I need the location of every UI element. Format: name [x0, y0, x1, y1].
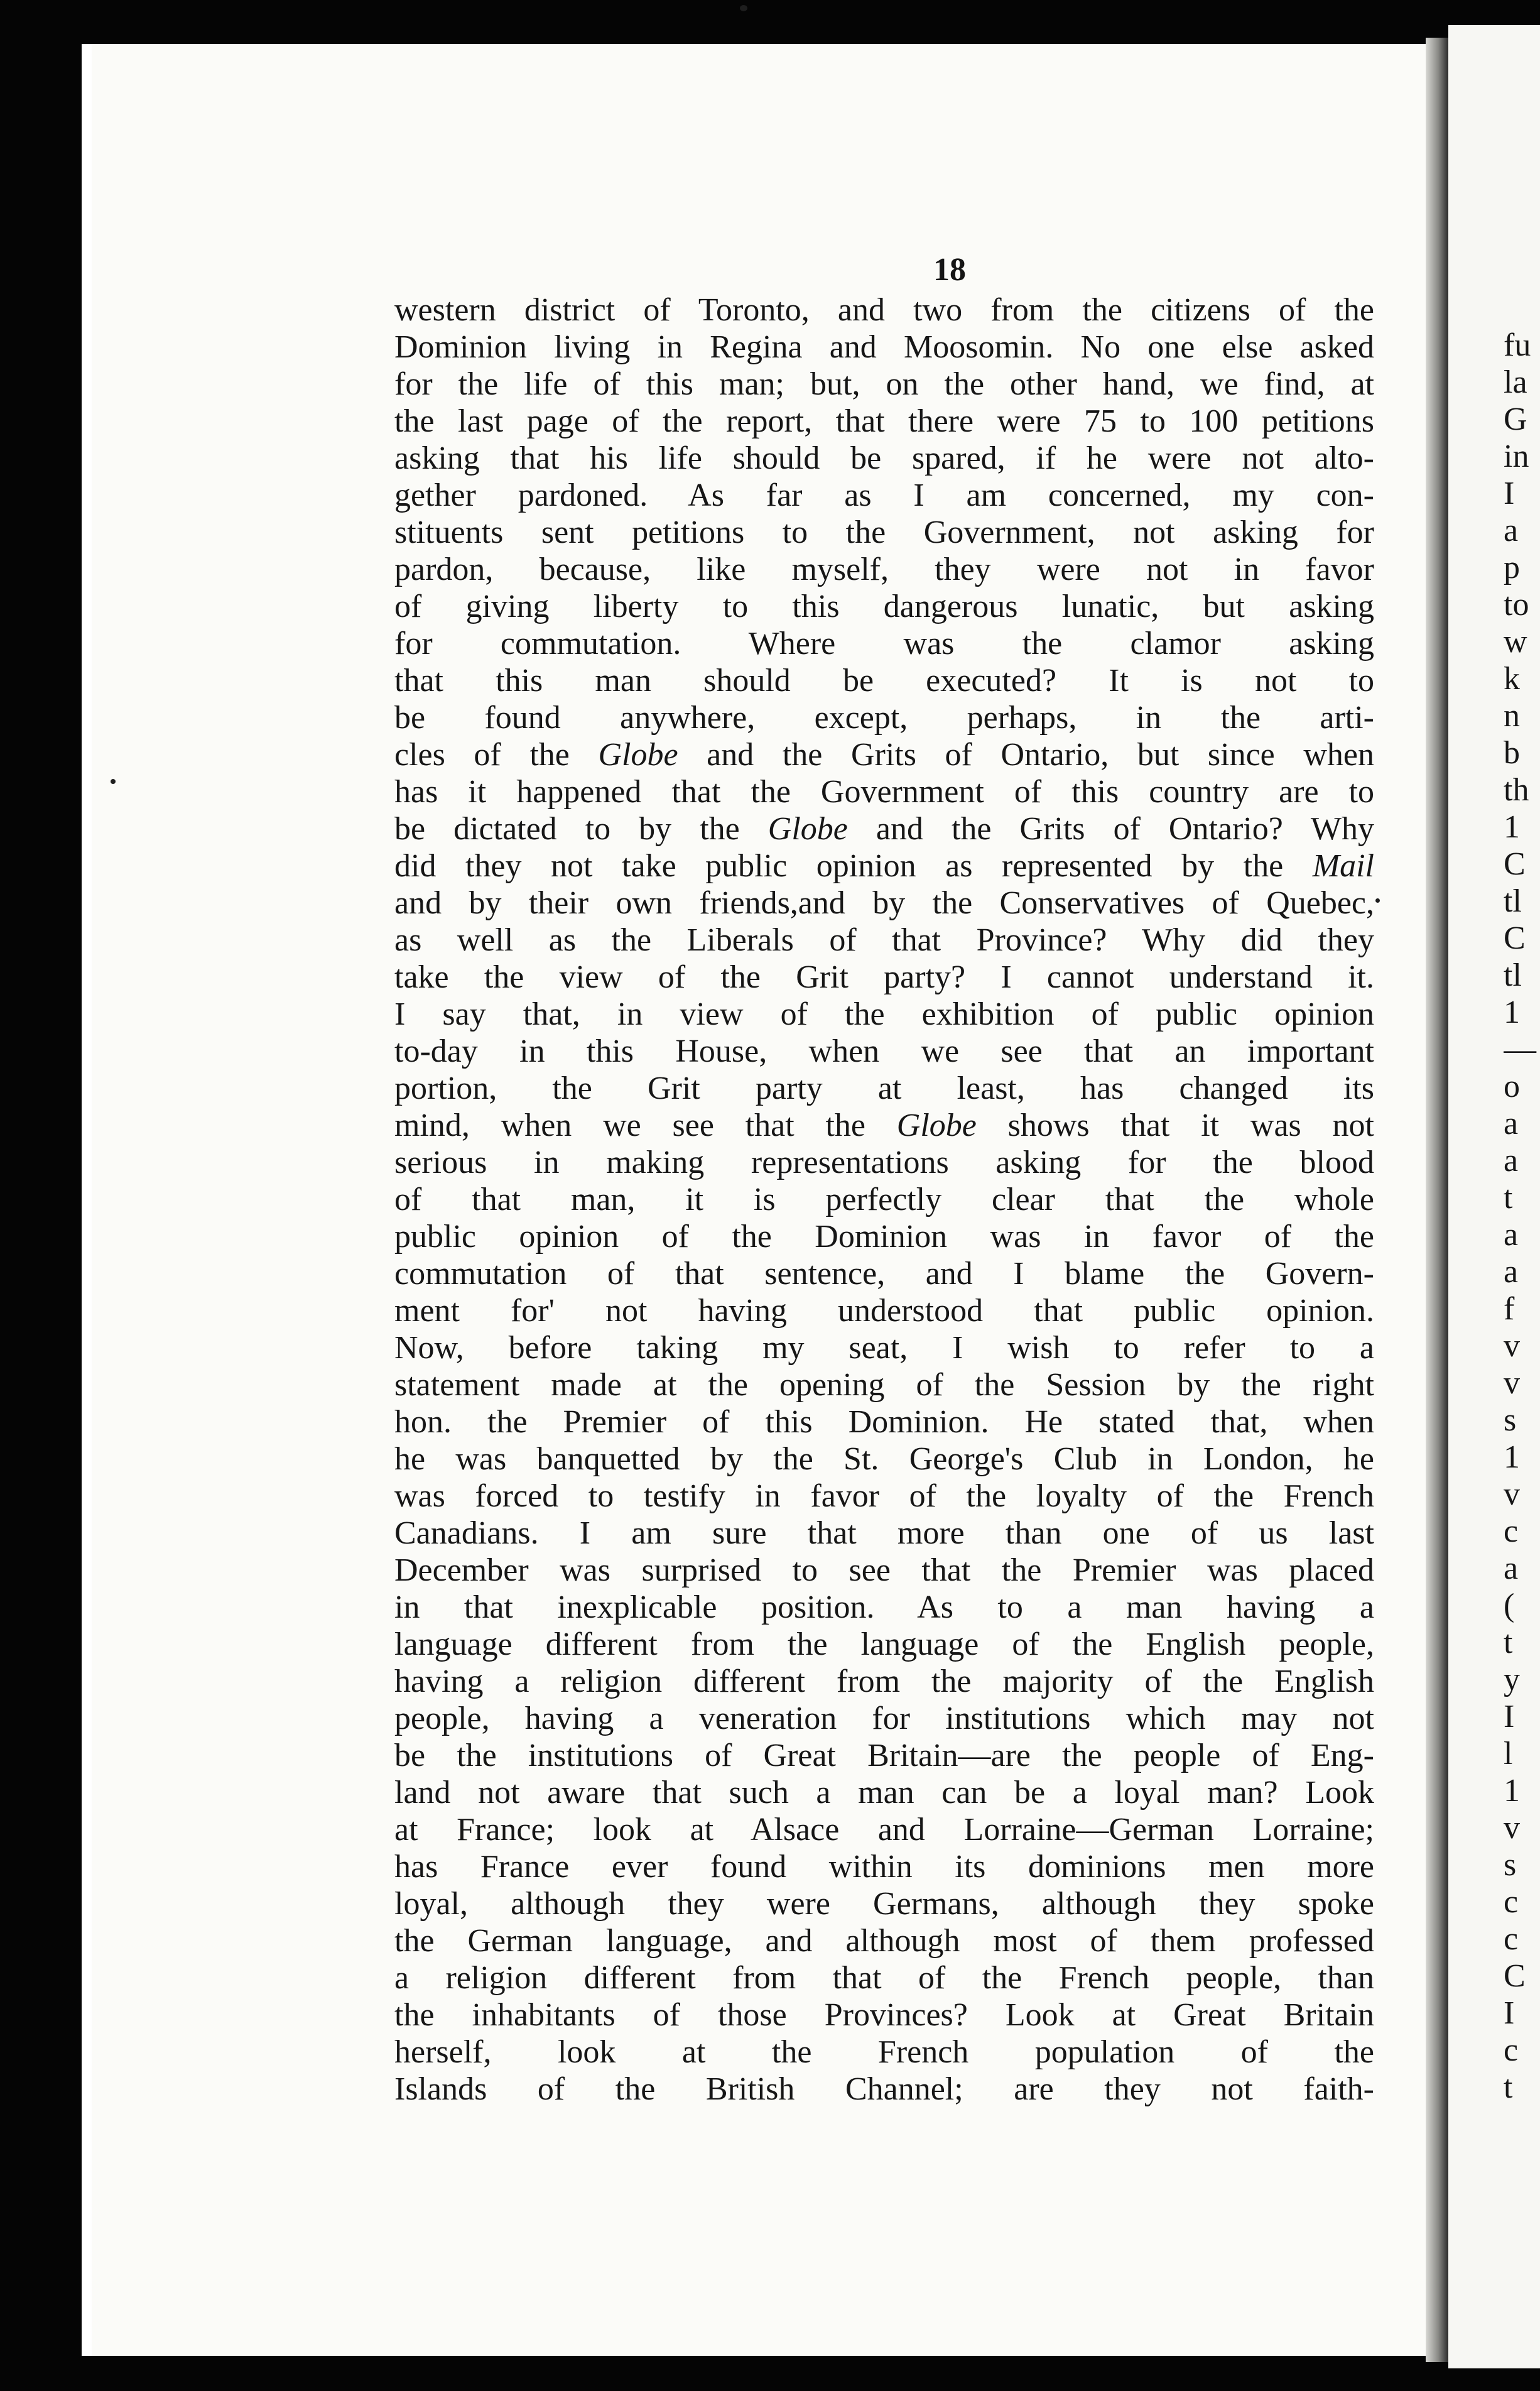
text-line: Canadians. I am sure that more than one of us last: [394, 1515, 1374, 1551]
adjacent-page-fragment: a: [1504, 513, 1519, 548]
text-line: has France ever found within its dominions men more: [394, 1849, 1374, 1885]
text-line: portion, the Grit party at least, has changed its: [394, 1070, 1374, 1106]
adjacent-page-fragment: a: [1504, 1254, 1519, 1290]
text-line: hon. the Premier of this Dominion. He stated that, when: [394, 1404, 1374, 1440]
text-line: the last page of the report, that there were 75 to 100 petitions: [394, 403, 1374, 439]
text-line: be found anywhere, except, perhaps, in the arti-: [394, 700, 1374, 736]
page-number: 18: [933, 252, 966, 288]
adjacent-page-fragment: n: [1504, 698, 1520, 734]
adjacent-page-fragment: v: [1504, 1365, 1520, 1401]
adjacent-page-fragment: fu: [1504, 327, 1531, 363]
text-line: commutation of that sentence, and I blame the Govern-: [394, 1256, 1374, 1292]
text-line: serious in making representations asking for the blood: [394, 1145, 1374, 1180]
text-line: having a religion different from the majority of the English: [394, 1664, 1374, 1699]
text-line: statement made at the opening of the Session by the right: [394, 1367, 1374, 1403]
text-line: loyal, although they were Germans, although they spoke: [394, 1886, 1374, 1922]
adjacent-page-fragment: c: [1504, 2032, 1519, 2068]
adjacent-page-fragment: —: [1504, 1032, 1536, 1067]
text-line: has it happened that the Government of this country are to: [394, 774, 1374, 810]
adjacent-page-fragment: k: [1504, 661, 1520, 697]
text-line: language different from the language of the English people,: [394, 1626, 1374, 1662]
scan-speck: [111, 779, 116, 784]
adjacent-page-fragment: th: [1504, 772, 1529, 808]
text-line: as well as the Liberals of that Province? Why did they: [394, 922, 1374, 958]
text-line: and by their own friends,and by the Conservatives of Quebec,: [394, 885, 1374, 921]
adjacent-page-fragment: la: [1504, 364, 1527, 400]
text-line: take the view of the Grit party? I cannot understand it.: [394, 959, 1374, 995]
adjacent-page-fragment: a: [1504, 1550, 1519, 1586]
adjacent-page-fragment: s: [1504, 1402, 1517, 1438]
adjacent-page-text-fragments: [1504, 327, 1540, 2106]
text-line: did they not take public opinion as represented by the Mail: [394, 848, 1374, 884]
adjacent-page-fragment: o: [1504, 1069, 1520, 1104]
text-line: of giving liberty to this dangerous lunatic, but asking: [394, 589, 1374, 624]
adjacent-page-fragment: c: [1504, 1921, 1519, 1957]
text-line: at France; look at Alsace and Lorraine—German Lorraine;: [394, 1812, 1374, 1848]
adjacent-page-fragment: I: [1504, 1995, 1515, 2031]
text-line: the inhabitants of those Provinces? Look at Great Britain: [394, 1997, 1374, 2033]
text-line: land not aware that such a man can be a loyal man? Look: [394, 1775, 1374, 1811]
text-line: to-day in this House, when we see that an important: [394, 1033, 1374, 1069]
adjacent-page-fragment: C: [1504, 1958, 1526, 1994]
adjacent-page-fragment: I: [1504, 1699, 1515, 1735]
text-line: Islands of the British Channel; are they not faith-: [394, 2071, 1374, 2107]
text-line: for the life of this man; but, on the other hand, we find, at: [394, 366, 1374, 402]
text-line: a religion different from that of the French people, than: [394, 1960, 1374, 1996]
text-line: stituents sent petitions to the Government, not asking for: [394, 515, 1374, 550]
adjacent-page-fragment: C: [1504, 920, 1526, 956]
text-line: herself, look at the French population of the: [394, 2034, 1374, 2070]
text-line: ment for' not having understood that public opinion.: [394, 1293, 1374, 1329]
text-line: in that inexplicable position. As to a man having a: [394, 1589, 1374, 1625]
page-gutter-shadow: [1426, 38, 1448, 2362]
page-body-text: [394, 291, 1374, 2108]
adjacent-page-fragment: C: [1504, 846, 1526, 882]
text-line: Now, before taking my seat, I wish to refer to a: [394, 1330, 1374, 1366]
adjacent-page-fragment: t: [1504, 1625, 1513, 1660]
adjacent-page-fragment: c: [1504, 1513, 1519, 1549]
scan-speck: [1375, 898, 1380, 903]
text-line: I say that, in view of the exhibition of public opinion: [394, 996, 1374, 1032]
adjacent-page-fragment: v: [1504, 1810, 1520, 1846]
text-line: Dominion living in Regina and Moosomin. No one else asked: [394, 329, 1374, 365]
text-line: be the institutions of Great Britain—are the people of Eng-: [394, 1738, 1374, 1773]
scan-speck: [740, 5, 747, 11]
adjacent-page-fragment: 1: [1504, 809, 1520, 845]
text-line: he was banquetted by the St. George's Club in London, he: [394, 1441, 1374, 1477]
text-line: be dictated to by the Globe and the Grits of Ontario? Why: [394, 811, 1374, 847]
adjacent-page-fragment: a: [1504, 1217, 1519, 1253]
text-line: gether pardoned. As far as I am concerned, my con-: [394, 477, 1374, 513]
adjacent-page-fragment: b: [1504, 735, 1520, 771]
adjacent-page-fragment: t: [1504, 1180, 1513, 1216]
text-line: for commutation. Where was the clamor asking: [394, 626, 1374, 662]
adjacent-page-fragment: 1: [1504, 1439, 1520, 1475]
adjacent-page-fragment: a: [1504, 1143, 1519, 1179]
adjacent-page-fragment: (: [1504, 1588, 1515, 1623]
text-line: western district of Toronto, and two from the citizens of the: [394, 292, 1374, 328]
adjacent-page-fragment: p: [1504, 550, 1520, 585]
adjacent-page-fragment: in: [1504, 438, 1529, 474]
text-line: people, having a veneration for institutions which may not: [394, 1701, 1374, 1736]
text-line: that this man should be executed? It is not to: [394, 663, 1374, 699]
adjacent-page-fragment: tl: [1504, 957, 1522, 993]
text-line: public opinion of the Dominion was in favor of the: [394, 1219, 1374, 1255]
adjacent-page-fragment: v: [1504, 1476, 1520, 1512]
adjacent-page-fragment: I: [1504, 476, 1515, 511]
text-line: of that man, it is perfectly clear that the whole: [394, 1182, 1374, 1217]
adjacent-page-fragment: t: [1504, 2069, 1513, 2105]
adjacent-page-fragment: 1: [1504, 994, 1520, 1030]
text-line: the German language, and although most of them professed: [394, 1923, 1374, 1959]
adjacent-page-fragment: y: [1504, 1662, 1520, 1697]
adjacent-page-fragment: a: [1504, 1106, 1519, 1141]
text-line: cles of the Globe and the Grits of Ontario, but since when: [394, 737, 1374, 773]
adjacent-page-fragment: s: [1504, 1847, 1517, 1883]
adjacent-page-fragment: 1: [1504, 1773, 1520, 1809]
text-line: pardon, because, like myself, they were not in favor: [394, 552, 1374, 587]
adjacent-page-fragment: v: [1504, 1328, 1520, 1364]
adjacent-page-fragment: G: [1504, 401, 1527, 437]
adjacent-page-fragment: to: [1504, 587, 1529, 623]
text-line: mind, when we see that the Globe shows that it was not: [394, 1108, 1374, 1143]
adjacent-page-fragment: f: [1504, 1291, 1515, 1327]
adjacent-page-fragment: tl: [1504, 883, 1522, 919]
text-line: was forced to testify in favor of the loyalty of the French: [394, 1478, 1374, 1514]
adjacent-page-fragment: l: [1504, 1736, 1513, 1772]
adjacent-page-fragment: c: [1504, 1884, 1519, 1920]
adjacent-page-fragment: w: [1504, 624, 1527, 660]
text-line: December was surprised to see that the Premier was placed: [394, 1552, 1374, 1588]
text-line: asking that his life should be spared, if he were not alto-: [394, 440, 1374, 476]
